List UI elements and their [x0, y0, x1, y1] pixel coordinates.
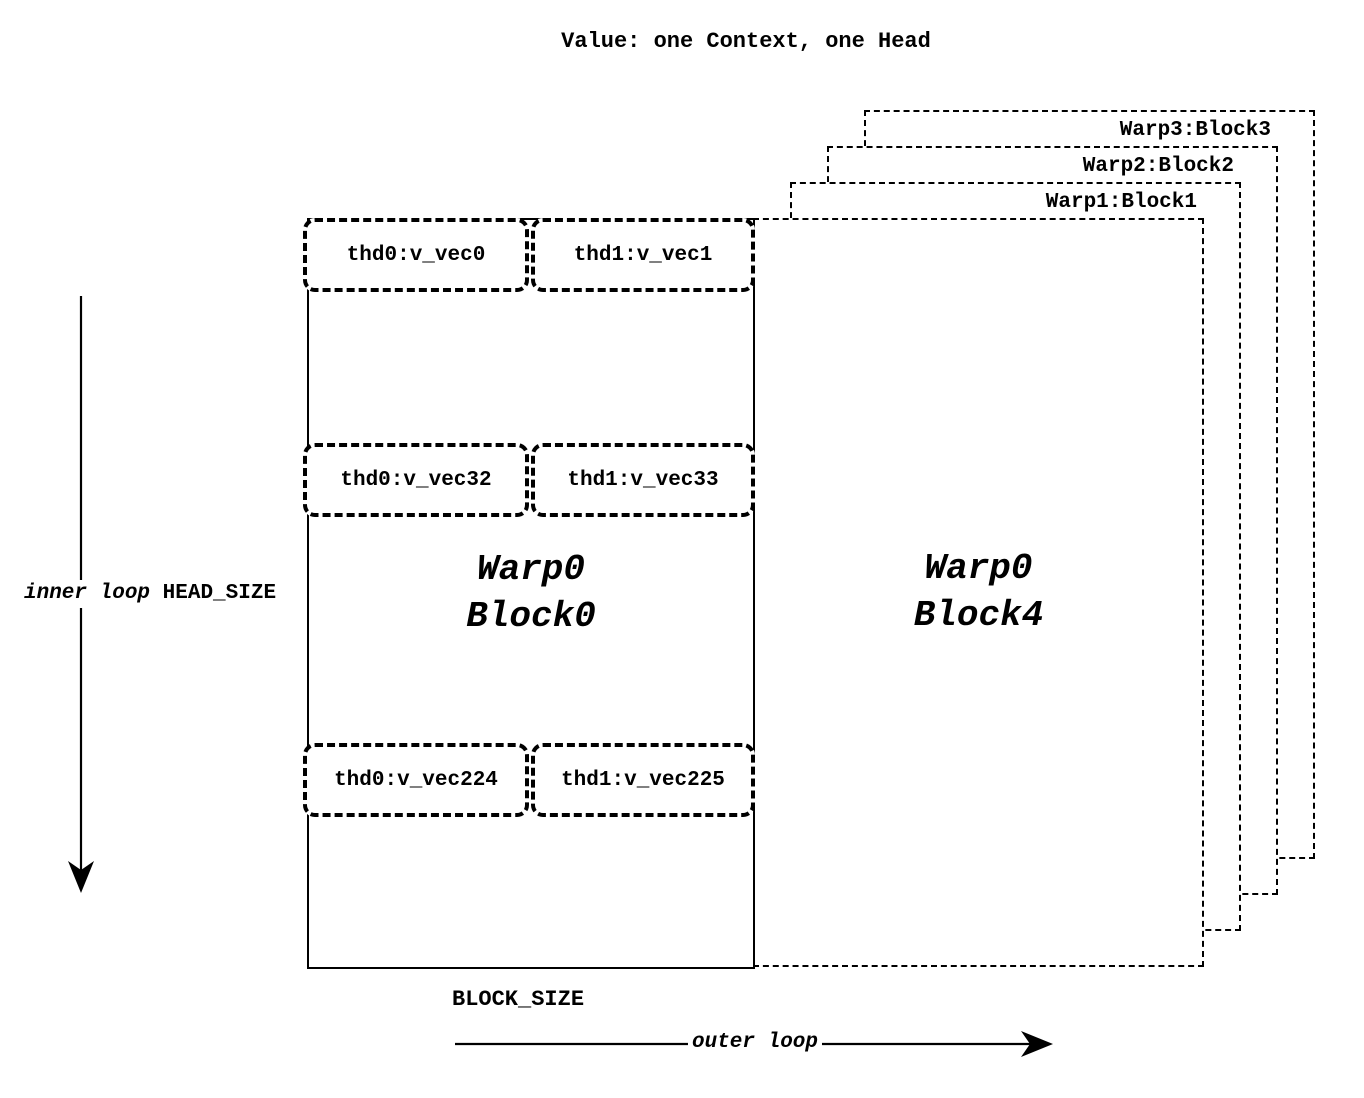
inner-loop-axis-label	[24, 580, 276, 608]
warp1-block1-label: Warp1:Block1	[1045, 191, 1197, 214]
thread-vec-cell: thd1:v_vec1	[531, 218, 755, 292]
warp0-block4-warp-line: Warp0	[924, 548, 1033, 590]
warp0-block0-panel	[307, 218, 755, 969]
warp0-block4-panel	[753, 218, 1204, 967]
head-size-label: HEAD_SIZE	[162, 582, 277, 605]
warp0-block0-warp-line: Warp0	[476, 549, 586, 591]
warp3-block3-label: Warp3:Block3	[1119, 119, 1271, 142]
diagram-title: Value: one Context, one Head	[561, 29, 931, 54]
label-spacer	[150, 582, 163, 605]
thread-vec-cell: thd1:v_vec225	[531, 743, 755, 817]
block-size-label: BLOCK_SIZE	[452, 987, 585, 1012]
outer-loop-label: outer loop	[688, 1031, 822, 1055]
thread-vec-cell: thd0:v_vec0	[303, 218, 529, 292]
inner-loop-label: inner loop	[24, 582, 151, 605]
warp0-block4-label	[914, 546, 1044, 638]
thread-vec-cell: thd0:v_vec224	[303, 743, 529, 817]
thread-vec-cell: thd0:v_vec32	[303, 443, 529, 517]
thread-vec-cell: thd1:v_vec33	[531, 443, 755, 517]
warp0-block0-label	[466, 547, 596, 639]
warp2-block2-label: Warp2:Block2	[1082, 155, 1234, 178]
warp0-block0-block-line: Block0	[466, 595, 596, 637]
warp0-block4-block-line: Block4	[913, 594, 1044, 636]
